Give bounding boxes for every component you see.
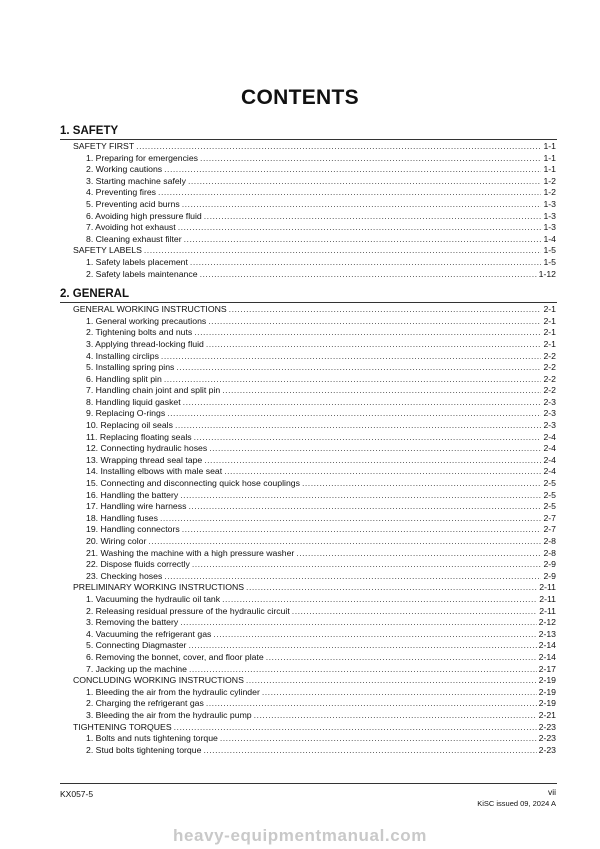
toc-entry-label: 7. Jacking up the machine xyxy=(86,663,187,674)
dot-leader xyxy=(164,164,541,176)
toc-entry[interactable] xyxy=(0,222,556,234)
dot-leader xyxy=(292,606,537,618)
toc-entry-page: 2-4 xyxy=(543,454,556,465)
toc-entry[interactable] xyxy=(0,617,556,629)
dot-leader xyxy=(203,745,536,757)
toc-entry-page: 2-14 xyxy=(538,640,556,651)
toc-entry[interactable] xyxy=(0,478,556,490)
toc-entry-page: 2-5 xyxy=(543,478,556,489)
page-title: CONTENTS xyxy=(241,86,359,109)
toc-entry-page: 2-17 xyxy=(538,663,556,674)
toc-entry-label: 3. Bleeding the air from the hydraulic pump xyxy=(86,709,252,720)
toc-entry-page: 2-1 xyxy=(543,327,556,338)
dot-leader xyxy=(164,571,541,583)
toc-entry-page: 2-1 xyxy=(543,304,556,315)
toc-entry-label: 1. Bleeding the air from the hydraulic cylinder xyxy=(86,686,260,697)
toc-entry-page: 2-14 xyxy=(538,651,556,662)
dot-leader xyxy=(180,490,541,502)
toc-entry[interactable] xyxy=(0,443,556,455)
dot-leader xyxy=(180,617,536,629)
toc-entry[interactable] xyxy=(0,141,556,153)
dot-leader xyxy=(296,548,541,560)
dot-leader xyxy=(200,269,537,281)
footer-model: KX057-5 xyxy=(60,789,94,799)
dot-leader xyxy=(192,559,542,571)
toc-entry-label: 4. Preventing fires xyxy=(86,187,157,198)
dot-leader xyxy=(213,629,536,641)
toc-entry-label: 6. Removing the bonnet, cover, and floor plate xyxy=(86,651,264,662)
table-of-contents xyxy=(0,124,600,756)
toc-entry-page: 2-8 xyxy=(543,536,556,546)
dot-leader xyxy=(182,199,542,211)
toc-entry-page: 2-1 xyxy=(543,315,556,326)
toc-entry[interactable] xyxy=(0,187,556,199)
dot-leader xyxy=(209,443,541,455)
toc-entry-page: 2-9 xyxy=(543,570,556,581)
toc-entry[interactable] xyxy=(0,234,556,246)
toc-entry[interactable] xyxy=(0,582,556,594)
toc-entry[interactable] xyxy=(0,397,556,409)
toc-entry[interactable] xyxy=(0,594,556,606)
toc-entry[interactable] xyxy=(0,269,556,281)
dot-leader xyxy=(246,675,537,687)
toc-entry[interactable] xyxy=(0,245,556,257)
toc-entry[interactable] xyxy=(0,164,556,176)
toc-entry-label: CONCLUDING WORKING INSTRUCTIONS xyxy=(73,675,244,686)
toc-entry-page: 1-12 xyxy=(538,268,556,279)
toc-entry-label: 20. Wiring color xyxy=(86,536,147,546)
dot-leader xyxy=(164,374,542,386)
footer-divider xyxy=(60,783,557,784)
toc-entry-page: 2-4 xyxy=(543,443,556,454)
dot-leader xyxy=(158,187,541,199)
dot-leader xyxy=(175,420,542,432)
toc-entry[interactable] xyxy=(0,432,556,444)
toc-entry-page: 1-1 xyxy=(543,164,556,175)
toc-entry-label: 5. Connecting Diagmaster xyxy=(86,640,187,651)
toc-entry-page: 2-2 xyxy=(543,373,556,384)
toc-entry-label: 2. Tightening bolts and nuts xyxy=(86,327,193,338)
toc-entry[interactable] xyxy=(0,362,556,374)
dot-leader xyxy=(302,478,541,490)
dot-leader xyxy=(204,211,542,223)
toc-entry-label: 1. Bolts and nuts tightening torque xyxy=(86,733,218,744)
toc-entry-label: 21. Washing the machine with a high pressure washer xyxy=(86,547,295,558)
toc-entry-page: 2-12 xyxy=(538,617,556,628)
toc-entry-page: 2-2 xyxy=(543,362,556,373)
toc-entry-label: 3. Applying thread-locking fluid xyxy=(86,338,204,349)
toc-entry-label: 22. Dispose fluids correctly xyxy=(86,559,190,570)
toc-entry-label: 9. Replacing O-rings xyxy=(86,408,166,419)
toc-entry-label: 11. Replacing floating seals xyxy=(86,431,192,442)
dot-leader xyxy=(224,466,541,478)
toc-entry-page: 1-3 xyxy=(543,198,556,209)
toc-entry-page: 2-5 xyxy=(543,489,556,500)
dot-leader xyxy=(188,640,536,652)
dot-leader xyxy=(229,304,542,316)
toc-entry[interactable] xyxy=(0,374,556,386)
toc-entry[interactable] xyxy=(0,199,556,211)
toc-entry-label: 5. Preventing acid burns xyxy=(86,198,180,209)
dot-leader xyxy=(189,664,537,676)
toc-entry[interactable] xyxy=(0,339,556,351)
toc-entry[interactable] xyxy=(0,327,556,339)
dot-leader xyxy=(188,501,541,513)
toc-entry-label: 12. Connecting hydraulic hoses xyxy=(86,443,208,454)
dot-leader xyxy=(176,362,541,374)
dot-leader xyxy=(144,245,542,257)
toc-entry-page: 2-11 xyxy=(539,582,556,593)
toc-entry-label: 1. Preparing for emergencies xyxy=(86,152,199,163)
toc-entry-label: 8. Cleaning exhaust filter xyxy=(86,233,182,244)
toc-entry[interactable] xyxy=(0,675,556,687)
toc-entry-page: 2-23 xyxy=(538,721,556,732)
footer-page-number: vii xyxy=(547,787,556,797)
toc-entry[interactable] xyxy=(0,501,556,513)
dot-leader xyxy=(206,339,542,351)
toc-entry[interactable] xyxy=(0,316,556,328)
toc-entry[interactable] xyxy=(0,722,556,734)
toc-entry-label: 17. Handling wire harness xyxy=(86,501,187,512)
toc-entry-page: 2-7 xyxy=(543,524,556,535)
toc-entry-label: 2. Stud bolts tightening torque xyxy=(86,744,202,755)
dot-leader xyxy=(208,316,541,328)
toc-entry-page: 1-5 xyxy=(543,245,556,256)
toc-entry[interactable] xyxy=(0,304,556,316)
toc-entry[interactable] xyxy=(0,211,556,223)
toc-entry-label: 2. Safety labels maintenance xyxy=(86,268,198,279)
toc-entry-page: 2-11 xyxy=(539,605,556,616)
toc-entry[interactable] xyxy=(0,640,556,652)
watermark: heavy-equipmentmanual.com xyxy=(172,826,427,845)
toc-entry-page: 1-2 xyxy=(543,175,556,186)
toc-entry[interactable] xyxy=(0,385,556,397)
toc-entry[interactable] xyxy=(0,490,556,502)
toc-entry-page: 1-3 xyxy=(543,210,556,221)
toc-entry[interactable] xyxy=(0,571,556,583)
dot-leader xyxy=(194,432,542,444)
dot-leader xyxy=(194,327,541,339)
dot-leader xyxy=(183,397,542,409)
toc-entry-label: 3. Starting machine safely xyxy=(86,175,186,186)
toc-entry-label: 10. Replacing oil seals xyxy=(86,420,173,431)
toc-entry-page: 2-13 xyxy=(538,628,556,639)
toc-entry[interactable] xyxy=(0,408,556,420)
toc-entry-page: 2-9 xyxy=(543,559,556,570)
toc-entry[interactable] xyxy=(0,524,556,536)
section-heading: 1. SAFETY xyxy=(60,125,119,137)
toc-entry-label: SAFETY LABELS xyxy=(73,245,142,256)
toc-entry-page: 1-2 xyxy=(543,187,556,198)
toc-entry-page: 2-19 xyxy=(538,698,556,709)
toc-entry-page: 2-21 xyxy=(538,709,556,720)
toc-entry[interactable] xyxy=(0,466,556,478)
dot-leader xyxy=(160,513,541,525)
toc-entry-label: 23. Checking hoses xyxy=(86,570,163,581)
dot-leader xyxy=(148,536,541,548)
dot-leader xyxy=(136,141,541,153)
toc-entry[interactable] xyxy=(0,698,556,710)
toc-entry-label: 7. Avoiding hot exhaust xyxy=(86,222,176,233)
toc-entry-label: 14. Installing elbows with male seat xyxy=(86,466,223,477)
toc-entry-label: 16. Handling the battery xyxy=(86,489,179,500)
toc-entry-label: PRELIMINARY WORKING INSTRUCTIONS xyxy=(73,582,245,593)
dot-leader xyxy=(254,710,537,722)
toc-entry-page: 1-4 xyxy=(543,233,556,244)
toc-entry-page: 1-5 xyxy=(543,256,556,267)
toc-entry-page: 2-2 xyxy=(543,350,556,361)
toc-entry-page: 2-8 xyxy=(543,547,556,558)
dot-leader xyxy=(182,524,542,536)
toc-entry[interactable] xyxy=(0,710,556,722)
dot-leader xyxy=(222,385,541,397)
toc-entry-page: 2-3 xyxy=(543,408,556,419)
toc-entry[interactable] xyxy=(0,153,556,165)
section-heading: 2. GENERAL xyxy=(60,288,130,301)
toc-entry-page: 2-3 xyxy=(543,420,556,431)
dot-leader xyxy=(167,408,541,420)
toc-entry-label: 1. Safety labels placement xyxy=(86,256,188,267)
toc-entry-label: 4. Installing circlips xyxy=(86,350,159,361)
toc-entry-label: GENERAL WORKING INSTRUCTIONS xyxy=(73,304,227,315)
dot-leader xyxy=(188,176,541,188)
toc-entry-label: TIGHTENING TORQUES xyxy=(73,721,172,732)
toc-entry-page: 2-2 xyxy=(543,385,556,396)
toc-entry[interactable] xyxy=(0,559,556,571)
toc-entry-label: 2. Working cautions xyxy=(86,164,163,175)
dot-leader xyxy=(190,257,542,269)
footer-info xyxy=(477,787,556,808)
toc-entry-page: 2-3 xyxy=(543,396,556,407)
dot-leader xyxy=(174,722,537,734)
toc-entry[interactable] xyxy=(0,687,556,699)
toc-entry[interactable] xyxy=(0,536,556,548)
dot-leader xyxy=(220,733,537,745)
section-divider xyxy=(60,302,557,303)
toc-entry-label: 2. Releasing residual pressure of the hydraulic circuit xyxy=(86,605,290,616)
dot-leader xyxy=(222,594,537,606)
toc-entry-page: 2-4 xyxy=(543,431,556,442)
toc-entry[interactable] xyxy=(0,455,556,467)
toc-entry-label: 13. Wrapping thread seal tape xyxy=(86,454,203,465)
toc-entry[interactable] xyxy=(0,652,556,664)
toc-entry-page: 1-1 xyxy=(543,141,556,151)
toc-entry[interactable] xyxy=(0,548,556,560)
toc-entry-label: 1. General working precautions xyxy=(86,315,207,326)
toc-entry-page: 2-5 xyxy=(543,501,556,512)
toc-entry-page: 2-23 xyxy=(538,744,556,755)
section-gap xyxy=(0,280,600,287)
toc-entry-label: 7. Handling chain joint and split pin xyxy=(86,385,221,396)
dot-leader xyxy=(266,652,537,664)
dot-leader xyxy=(161,351,542,363)
footer-issued: KiSC issued 09, 2024 A xyxy=(477,799,556,808)
dot-leader xyxy=(246,582,537,594)
toc-entry-label: 3. Removing the battery xyxy=(86,617,179,628)
toc-entry-page: 2-4 xyxy=(543,466,556,477)
section-divider xyxy=(60,139,557,140)
toc-entry-page: 2-19 xyxy=(538,686,556,697)
toc-entry-label: 4. Vacuuming the refrigerant gas xyxy=(86,628,212,639)
dot-leader xyxy=(184,234,542,246)
toc-entry-label: 2. Charging the refrigerant gas xyxy=(86,698,204,709)
dot-leader xyxy=(206,698,537,710)
toc-entry-label: 8. Handling liquid gasket xyxy=(86,396,181,407)
toc-entry-page: 2-7 xyxy=(543,512,556,523)
toc-entry-label: 6. Avoiding high pressure fluid xyxy=(86,210,202,221)
toc-entry-label: 1. Vacuuming the hydraulic oil tank xyxy=(86,593,221,604)
toc-entry-page: 2-11 xyxy=(539,593,556,604)
dot-leader xyxy=(200,153,541,165)
toc-entry-label: 18. Handling fuses xyxy=(86,512,158,523)
toc-entry-label: SAFETY FIRST xyxy=(73,141,135,151)
dot-leader xyxy=(262,687,537,699)
toc-entry[interactable] xyxy=(0,257,556,269)
dot-leader xyxy=(204,455,541,467)
toc-entry-label: 15. Connecting and disconnecting quick hose couplings xyxy=(86,478,300,489)
toc-entry-page: 2-1 xyxy=(543,338,556,349)
toc-entry-page: 1-1 xyxy=(543,152,556,163)
toc-entry[interactable] xyxy=(0,629,556,641)
toc-entry-label: 5. Installing spring pins xyxy=(86,362,175,373)
toc-entry-page: 2-23 xyxy=(538,733,556,744)
toc-entry[interactable] xyxy=(0,351,556,363)
toc-entry[interactable] xyxy=(0,664,556,676)
toc-entry[interactable] xyxy=(0,606,556,618)
toc-entry-page: 2-19 xyxy=(538,675,556,686)
toc-entry[interactable] xyxy=(0,745,556,757)
toc-entry-label: 19. Handling connectors xyxy=(86,524,180,535)
toc-entry[interactable] xyxy=(0,420,556,432)
toc-entry[interactable] xyxy=(0,733,556,745)
toc-entry[interactable] xyxy=(0,176,556,188)
toc-entry-page: 1-3 xyxy=(543,222,556,233)
toc-entry-label: 6. Handling split pin xyxy=(86,373,162,384)
dot-leader xyxy=(178,222,542,234)
toc-entry[interactable] xyxy=(0,513,556,525)
